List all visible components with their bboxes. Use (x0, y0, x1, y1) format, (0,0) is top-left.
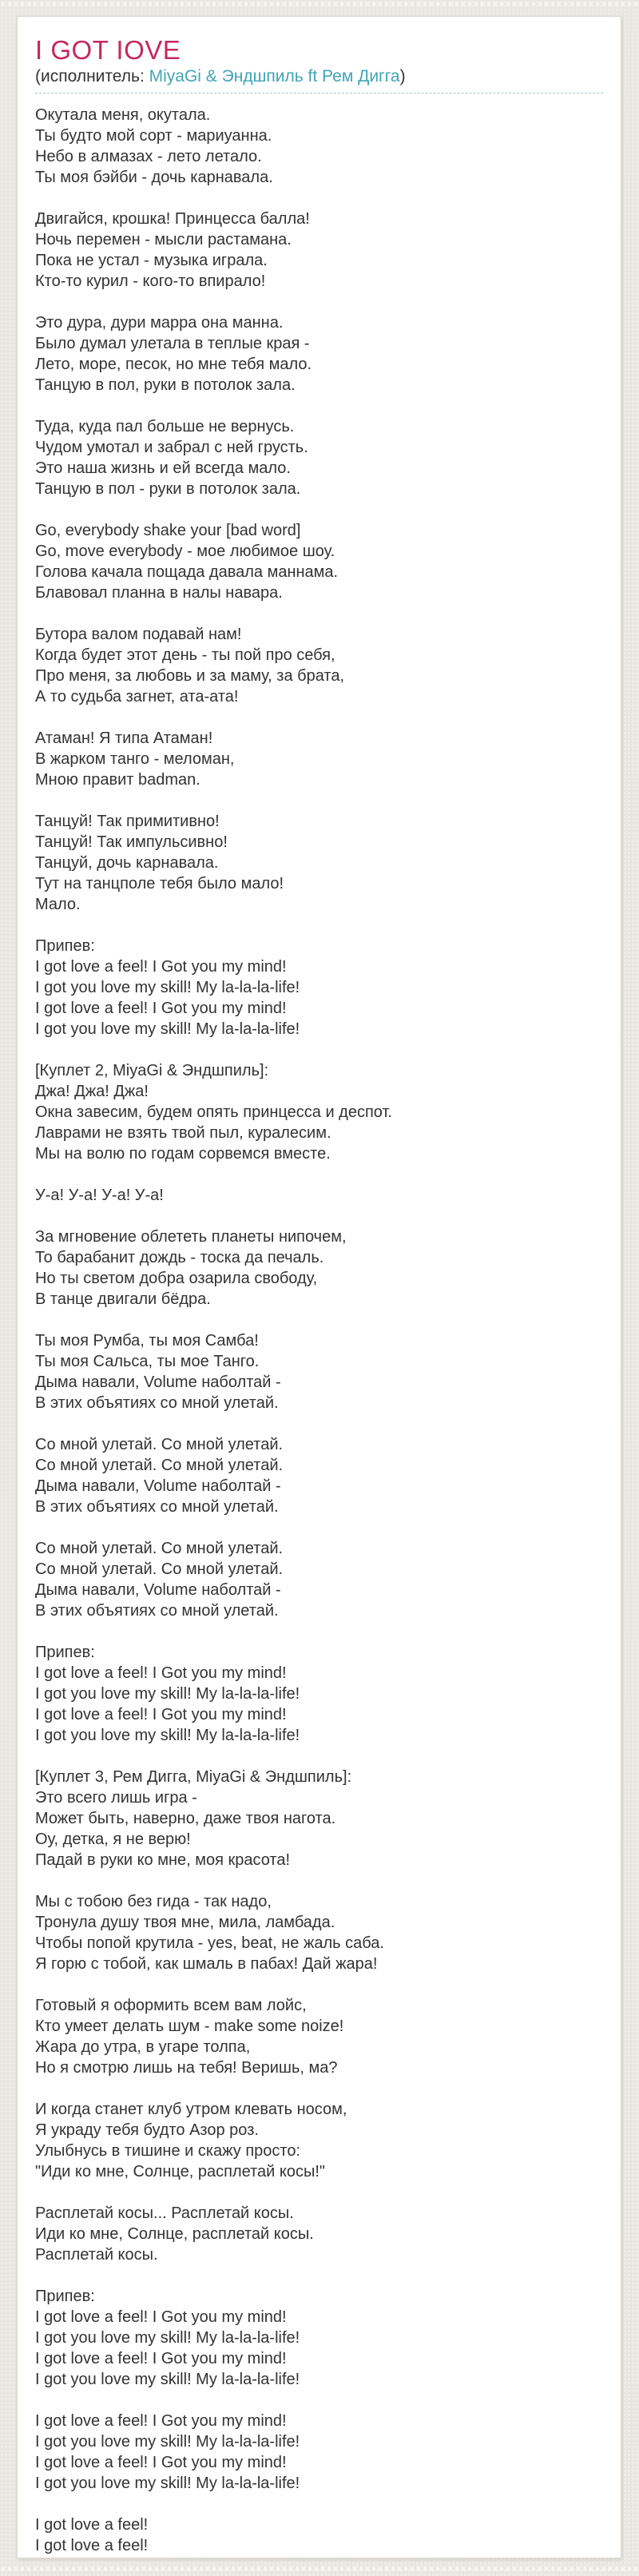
lyric-line: Лето, море, песок, но мне тебя мало. (35, 356, 312, 373)
lyric-line: Go, everybody shake your [bad word] (35, 522, 301, 539)
lyric-line: Тронула душу твоя мне, мила, ламбада. (35, 1914, 335, 1931)
lyric-line: Чудом умотал и забрал с ней грусть. (35, 439, 308, 456)
lyric-line: В этих объятиях со мной улетай. (35, 1394, 279, 1412)
lyric-line: Падай в руки ко мне, моя красота! (35, 1851, 291, 1869)
stanza (35, 1995, 603, 2078)
lyric-line: А то судьба загнет, ата-ата! (35, 688, 239, 706)
lyric-line: Мною правит badman. (35, 771, 200, 789)
lyric-line: Мало. (35, 896, 81, 913)
lyric-line: I got love a feel! (35, 2537, 149, 2554)
stanza (35, 936, 603, 1040)
stanza (35, 728, 603, 790)
lyric-line: В танце двигали бёдра. (35, 1290, 211, 1308)
lyric-line: I got love a feel! I Got you my mind! (35, 2350, 287, 2367)
lyric-line: Джа! Джа! Джа! (35, 1083, 149, 1100)
lyric-line: "Иди ко мне, Солнце, расплетай косы!" (35, 2163, 325, 2180)
lyric-line: Улыбнусь в тишине и скажу просто: (35, 2142, 301, 2160)
lyric-line: Танцую в пол, руки в потолок зала. (35, 376, 296, 394)
lyric-line: Я горю с тобой, как шмаль в пабах! Дай жара! (35, 1955, 378, 1973)
lyrics (35, 105, 603, 2556)
lyric-line: В этих объятиях со мной улетай. (35, 1498, 279, 1516)
lyric-line: Дыма навали, Volume наболтай - (35, 1581, 281, 1599)
lyric-line: I got love a feel! I Got you my mind! (35, 2454, 287, 2471)
lyric-line: Танцуй! Так импульсивно! (35, 833, 228, 851)
lyric-line: Иди ко мне, Солнце, расплетай косы. (35, 2225, 314, 2243)
lyric-line: В этих объятиях со мной улетай. (35, 1602, 279, 1620)
lyric-line: I got love a feel! I Got you my mind! (35, 2412, 287, 2430)
lyric-line: I got you love my skill! My la-la-la-life! (35, 1685, 300, 1703)
lyric-line: Пока не устал - музыка играла. (35, 252, 268, 269)
lyric-line: I got you love my skill! My la-la-la-life! (35, 1020, 300, 1038)
stanza (35, 416, 603, 499)
artist-label-close: ) (399, 67, 406, 85)
lyric-line: Кто-то курил - кого-то впирало! (35, 272, 266, 290)
lyrics-card (17, 16, 621, 2558)
lyric-line: I got you love my skill! My la-la-la-life! (35, 2371, 300, 2388)
lyric-line: Расплетай косы... Расплетай косы. (35, 2204, 294, 2222)
lyric-line: Кто умеет делать шум - make some noize! (35, 2017, 344, 2035)
stanza (35, 1060, 603, 1164)
lyric-line: Расплетай косы. (35, 2246, 158, 2264)
lyric-line: Припев: (35, 2288, 95, 2305)
lyric-line: I got you love my skill! My la-la-la-life! (35, 2475, 300, 2492)
lyric-line: Я украду тебя будто Азор роз. (35, 2121, 259, 2139)
lyric-line: Танцуй, дочь карнавала. (35, 854, 219, 872)
lyric-line: Ночь перемен - мысли растамана. (35, 231, 292, 248)
lyric-line: I got love a feel! I Got you my mind! (35, 1706, 287, 1723)
lyric-line: I got you love my skill! My la-la-la-life! (35, 979, 300, 996)
stanza (35, 811, 603, 915)
stanza (35, 624, 603, 707)
lyric-line: I got love a feel! I Got you my mind! (35, 958, 287, 976)
lyric-line: Про меня, за любовь и за маму, за брата, (35, 667, 345, 685)
lyric-line: Тут на танцполе тебя было мало! (35, 875, 284, 892)
lyric-line: То барабанит дождь - тоска да печаль. (35, 1249, 324, 1266)
lyric-line: Двигайся, крошка! Принцесса балла! (35, 210, 310, 228)
lyric-line: Готовый я оформить всем вам лойс, (35, 1997, 307, 2014)
lyric-line: Это наша жизнь и ей всегда мало. (35, 459, 291, 477)
lyric-line: Со мной улетай. Со мной улетай. (35, 1560, 284, 1578)
header (35, 36, 603, 93)
artist-link[interactable]: MiyaGi & Эндшпиль ft Рем Дигга (149, 67, 400, 85)
lyric-line: I got love a feel! (35, 2516, 149, 2534)
lyric-line: Голова качала пощада давала маннама. (35, 563, 339, 581)
stanza (35, 105, 603, 188)
stanza (35, 2099, 603, 2182)
lyric-line: Ты моя бэйби - дочь карнавала. (35, 169, 273, 186)
lyric-line: Окна завесим, будем опять принцесса и деспот. (35, 1103, 392, 1121)
lyric-line: В жарком танго - меломан, (35, 750, 235, 768)
stanza (35, 2411, 603, 2494)
lyric-line: Танцую в пол - руки в потолок зала. (35, 480, 301, 498)
lyric-line: I got love a feel! I Got you my mind! (35, 1000, 287, 1017)
lyric-line: [Куплет 2, MiyaGi & Эндшпиль]: (35, 1062, 269, 1079)
lyric-line: Go, move everybody - мое любимое шоу. (35, 543, 335, 560)
stanza (35, 1891, 603, 1974)
lyric-line: Припев: (35, 937, 95, 955)
lyric-line: Это всего лишь игра - (35, 1789, 197, 1807)
stanza (35, 520, 603, 603)
lyric-line: Дыма навали, Volume наболтай - (35, 1477, 281, 1495)
lyric-line: I got you love my skill! My la-la-la-life! (35, 2433, 300, 2451)
lyric-line: Мы с тобою без гида - так надо, (35, 1893, 272, 1910)
stanza (35, 2514, 603, 2556)
lyric-line: Окутала меня, окутала. (35, 106, 211, 124)
lyric-line: I got love a feel! I Got you my mind! (35, 2308, 287, 2326)
lyric-line: Ты моя Сальса, ты мое Танго. (35, 1353, 260, 1370)
stanza (35, 1226, 603, 1310)
lyric-line: Чтобы попой крутила - yes, beat, не жаль саба. (35, 1934, 384, 1952)
lyric-line: Но ты светом добра озарила свободу, (35, 1270, 318, 1287)
lyric-line: Это дура, дури марра она манна. (35, 314, 284, 332)
lyric-line: Дыма навали, Volume наболтай - (35, 1373, 281, 1391)
stanza (35, 209, 603, 292)
top-perforation-dots (0, 0, 639, 8)
lyric-line: Жара до утра, в угаре толпа, (35, 2038, 251, 2056)
lyric-line: У-а! У-а! У-а! У-а! (35, 1187, 164, 1204)
lyric-line: Со мной улетай. Со мной улетай. (35, 1457, 284, 1474)
lyric-line: Атаман! Я типа Атаман! (35, 729, 213, 747)
lyric-line: Было думал улетала в теплые края - (35, 335, 310, 352)
lyric-line: Небо в алмазах - лето летало. (35, 148, 262, 165)
artist-label: (исполнитель: (35, 67, 149, 85)
lyric-line: Бутора валом подавай нам! (35, 626, 242, 643)
stanza (35, 1538, 603, 1621)
lyric-line: I got you love my skill! My la-la-la-life! (35, 2329, 300, 2347)
stanza (35, 1642, 603, 1746)
stanza (35, 2203, 603, 2265)
lyric-line: Со мной улетай. Со мной улетай. (35, 1540, 284, 1557)
lyric-line: [Куплет 3, Рем Дигга, MiyaGi & Эндшпиль]: (35, 1768, 352, 1786)
lyric-line: Оу, детка, я не верю! (35, 1831, 191, 1848)
lyric-line: I got love a feel! I Got you my mind! (35, 1664, 287, 1682)
song-title: I GOT IOVE (35, 35, 181, 65)
lyric-line: Ты моя Румба, ты моя Самба! (35, 1332, 259, 1350)
lyric-line: Блавовал планна в налы навара. (35, 584, 283, 602)
lyric-line: Туда, куда пал больше не вернусь. (35, 418, 295, 435)
artist-line (35, 66, 603, 87)
stanza (35, 1767, 603, 1870)
lyric-line: Припев: (35, 1644, 95, 1661)
stanza (35, 1185, 603, 1206)
stanza (35, 1330, 603, 1413)
stanza (35, 312, 603, 396)
lyric-line: За мгновение облететь планеты нипочем, (35, 1228, 347, 1246)
lyric-line: Мы на волю по годам сорвемся вместе. (35, 1145, 331, 1163)
stanza (35, 2286, 603, 2390)
lyric-line: И когда станет клуб утром клевать носом, (35, 2101, 347, 2118)
lyric-line: Ты будто мой сорт - мариуанна. (35, 127, 272, 145)
lyric-line: Лаврами не взять твой пыл, куралесим. (35, 1124, 331, 1142)
lyric-line: Может быть, наверно, даже твоя нагота. (35, 1810, 336, 1827)
lyric-line: Со мной улетай. Со мной улетай. (35, 1436, 284, 1453)
lyric-line: Но я смотрю лишь на тебя! Веришь, ма? (35, 2059, 338, 2077)
bottom-perforation-dots (0, 2565, 639, 2573)
lyric-line: I got you love my skill! My la-la-la-life! (35, 1727, 300, 1744)
lyric-line: Когда будет этот день - ты пой про себя, (35, 646, 335, 664)
stanza (35, 1434, 603, 1517)
lyric-line: Танцуй! Так примитивно! (35, 813, 220, 830)
